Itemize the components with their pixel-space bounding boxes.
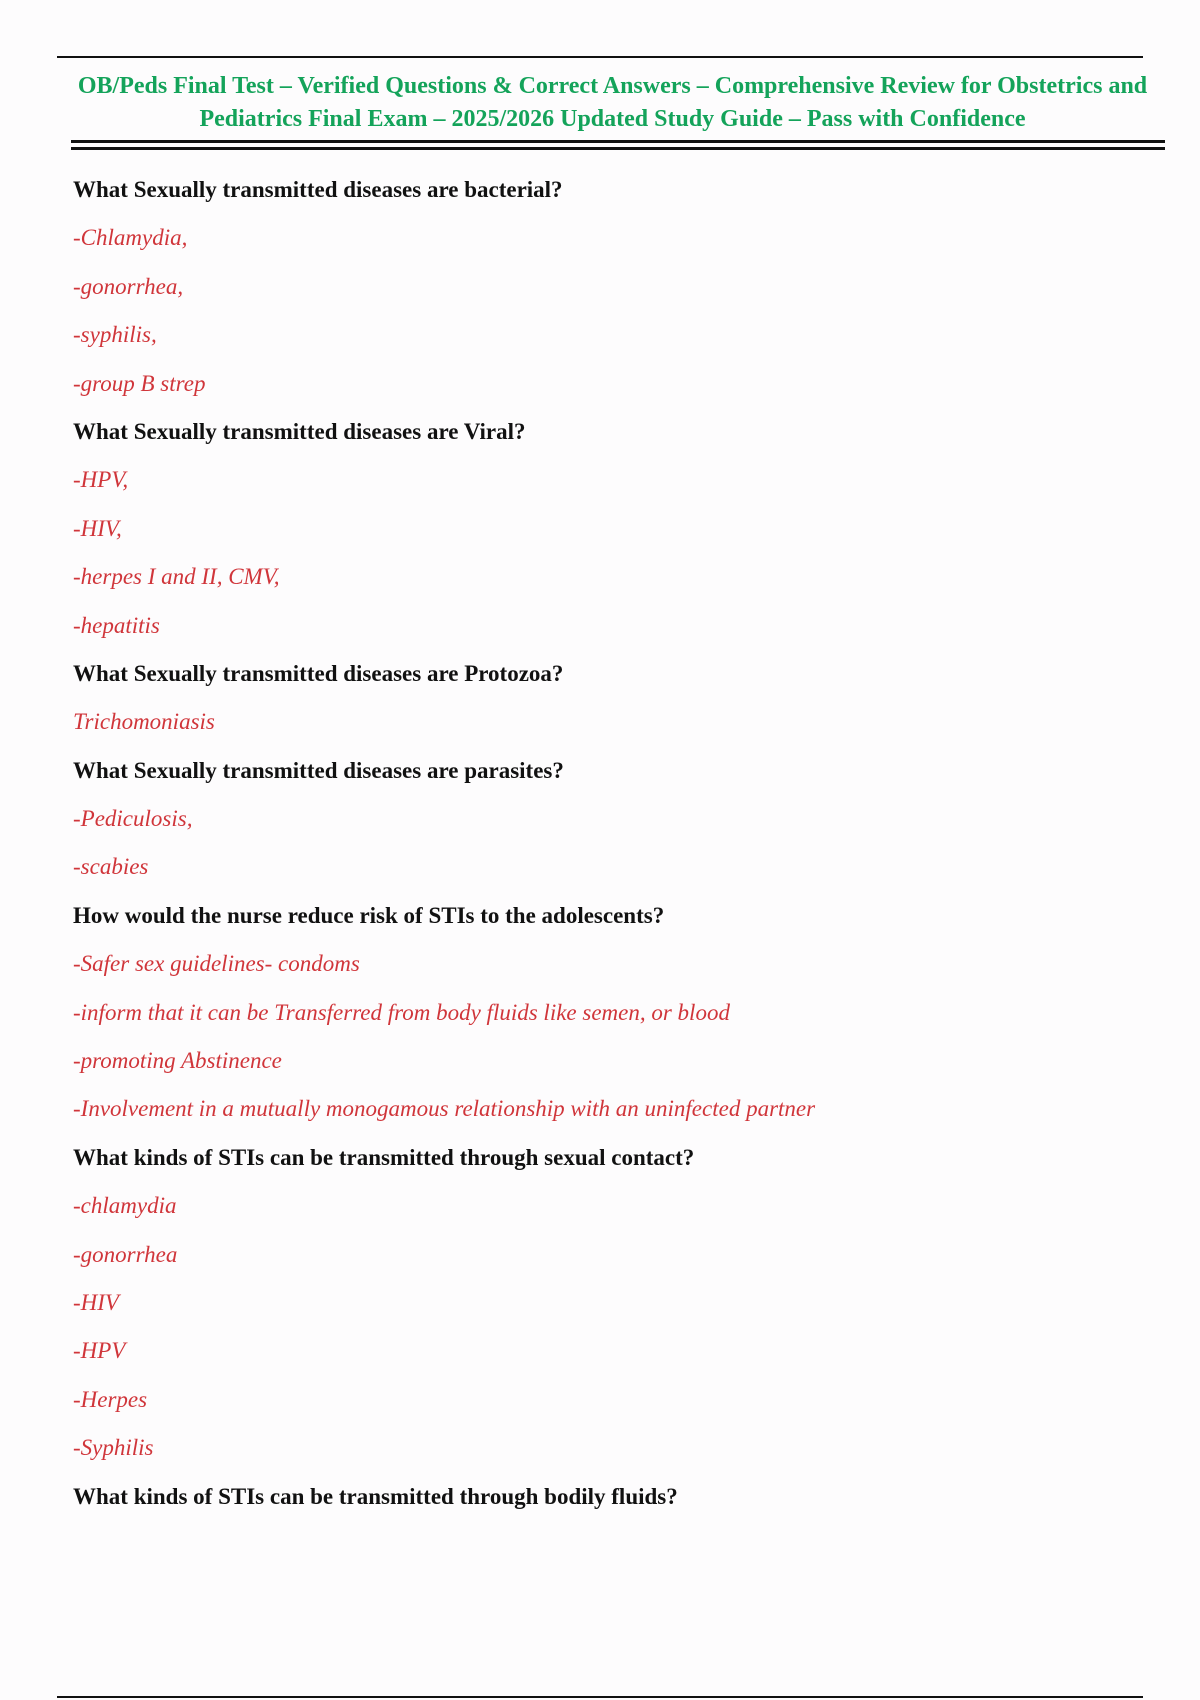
qa-item — [73, 747, 1163, 892]
answer-text: -scabies — [73, 854, 149, 880]
answer-text: -Pediculosis, — [73, 806, 193, 832]
qa-item — [73, 1134, 1163, 1473]
question-text: What kinds of STIs can be transmitted through sexual contact? — [73, 1144, 695, 1170]
answer-text: -Chlamydia, — [73, 225, 188, 251]
answer-text: -Involvement in a mutually monogamous relationship with an uninfected partner — [73, 1096, 816, 1122]
question-text: What Sexually transmitted diseases are Viral? — [73, 418, 526, 444]
answer-text: -inform that it can be Transferred from body fluids like semen, or blood — [73, 999, 730, 1025]
document-title — [60, 70, 1165, 136]
question-text: What kinds of STIs can be transmitted through bodily fluids? — [73, 1483, 678, 1509]
qa-item — [73, 408, 1163, 650]
answer-text: -HPV — [73, 1338, 126, 1364]
answer-text: -HPV, — [73, 467, 129, 493]
qa-item — [73, 892, 1163, 1134]
question-text: What Sexually transmitted diseases are parasites? — [73, 757, 564, 783]
answer-text: -herpes I and II, CMV, — [73, 564, 280, 590]
answer-text: Trichomoniasis — [73, 709, 215, 735]
qa-item — [73, 650, 1163, 747]
answer-text: -group B strep — [73, 370, 206, 396]
title-line-1: OB/Peds Final Test – Verified Questions & Correct Answers – Comprehensive Review for Obstetrics and — [77, 73, 1148, 99]
question-text: What Sexually transmitted diseases are bacterial? — [73, 177, 563, 202]
answer-text: -HIV — [73, 1289, 119, 1315]
bottom-rule — [57, 1696, 1143, 1698]
title-double-rule — [71, 140, 1165, 150]
answer-text: -syphilis, — [73, 322, 157, 348]
answer-text: -Safer sex guidelines- condoms — [73, 951, 360, 977]
answer-text: -promoting Abstinence — [73, 1048, 282, 1074]
title-line-2: Pediatrics Final Exam – 2025/2026 Updated Study Guide – Pass with Confidence — [199, 106, 1026, 132]
question-text: How would the nurse reduce risk of STIs to the adolescents? — [73, 902, 665, 928]
answer-text: -hepatitis — [73, 612, 160, 638]
answer-text: -gonorrhea, — [73, 273, 184, 299]
question-text: What Sexually transmitted diseases are Protozoa? — [73, 660, 564, 686]
answer-text: -chlamydia — [73, 1193, 177, 1219]
qa-list — [73, 166, 1163, 1521]
qa-item — [73, 166, 1163, 408]
top-rule — [57, 56, 1143, 58]
answer-text: -Syphilis — [73, 1435, 154, 1461]
answer-text: -Herpes — [73, 1386, 148, 1412]
qa-item — [73, 1473, 1163, 1521]
answer-text: -HIV, — [73, 515, 122, 541]
answer-text: -gonorrhea — [73, 1241, 178, 1267]
